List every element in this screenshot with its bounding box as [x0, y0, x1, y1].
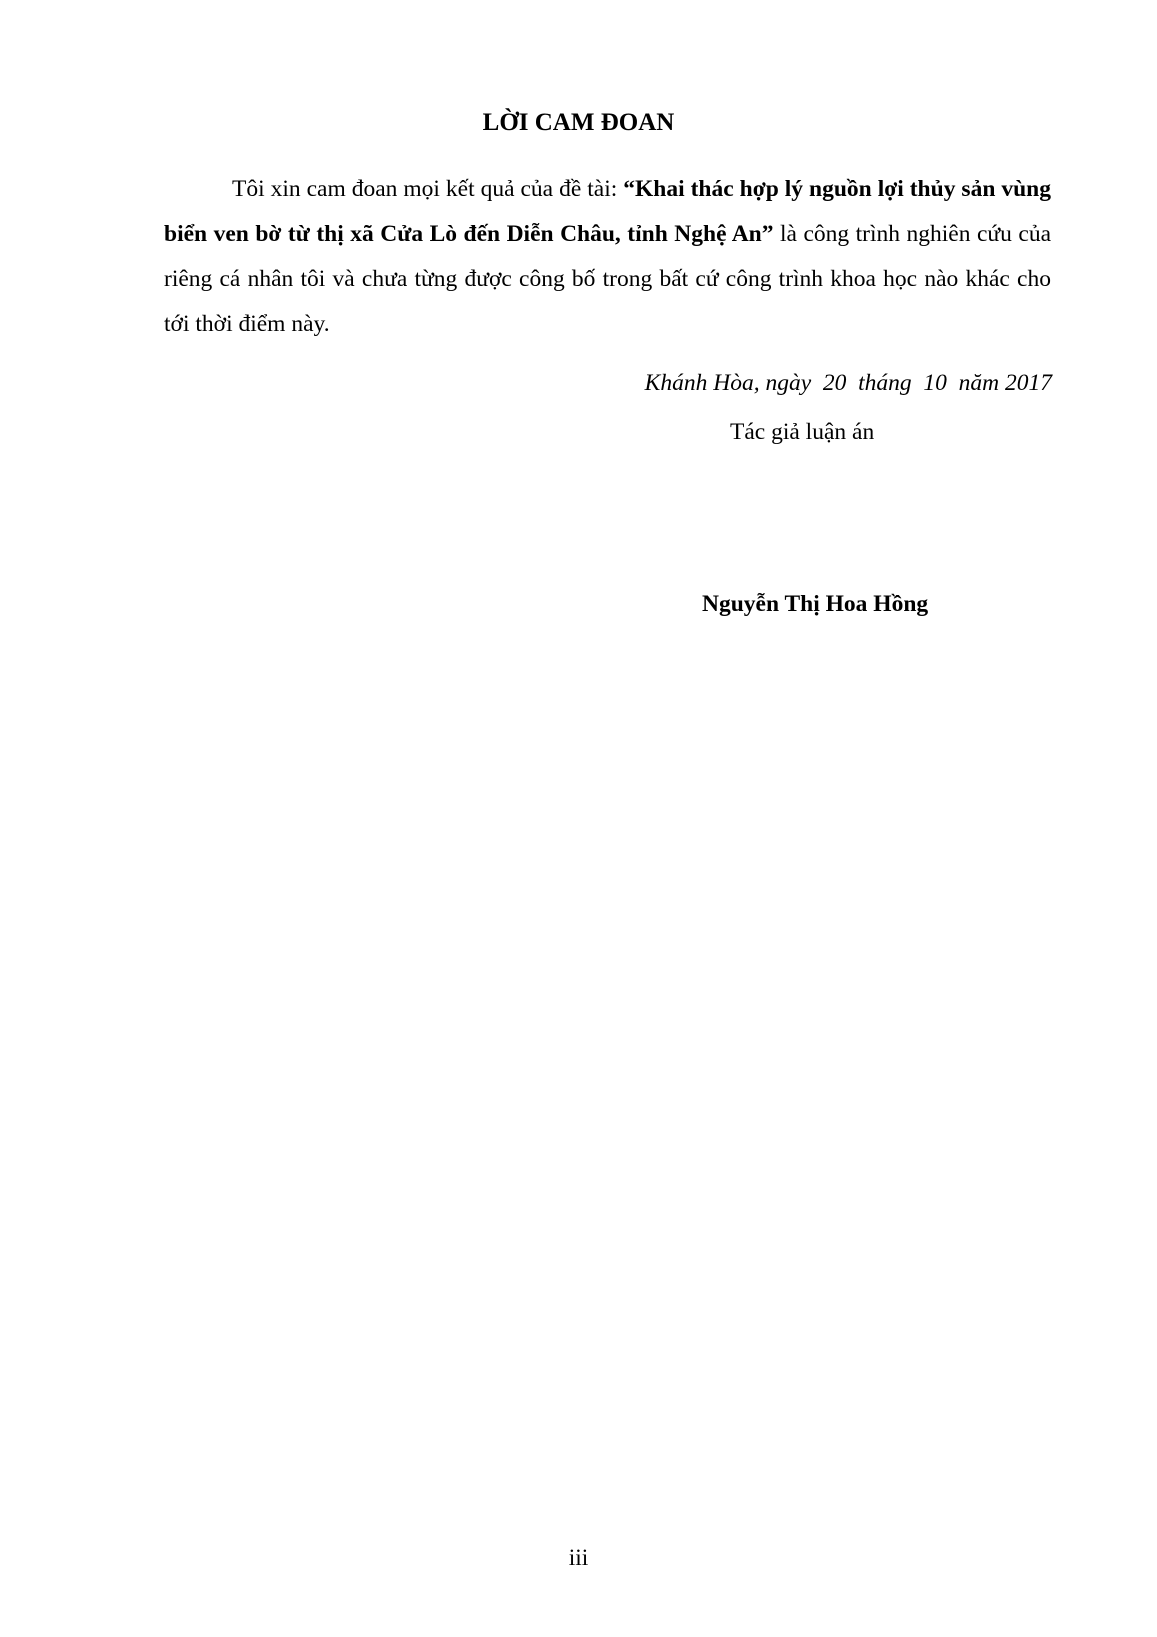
page-number: iii [568, 1545, 589, 1571]
place-date: Khánh Hòa, ngày 20 tháng 10 năm 2017 [644, 370, 1052, 396]
declaration-rest: là công trình nghiên cứu của riêng cá nhân tôi và chưa từng được công bố trong bất cứ công trình khoa học nào khác cho tới thời điểm này. [164, 221, 1052, 337]
author-name: Nguyễn Thị Hoa Hồng [702, 591, 929, 617]
project-title: “Khai thác hợp lý nguồn lợi thủy sản vùng biển ven bờ từ thị xã Cửa Lò đến Diễn Châu, tỉnh Nghệ An” [164, 176, 1052, 247]
page-title: LỜI CAM ĐOAN [482, 109, 675, 136]
declaration-paragraph [164, 167, 1051, 347]
author-role: Tác giả luận án [730, 419, 875, 445]
declaration-intro: Tôi xin cam đoan mọi kết quả của đề tài: [232, 176, 624, 202]
